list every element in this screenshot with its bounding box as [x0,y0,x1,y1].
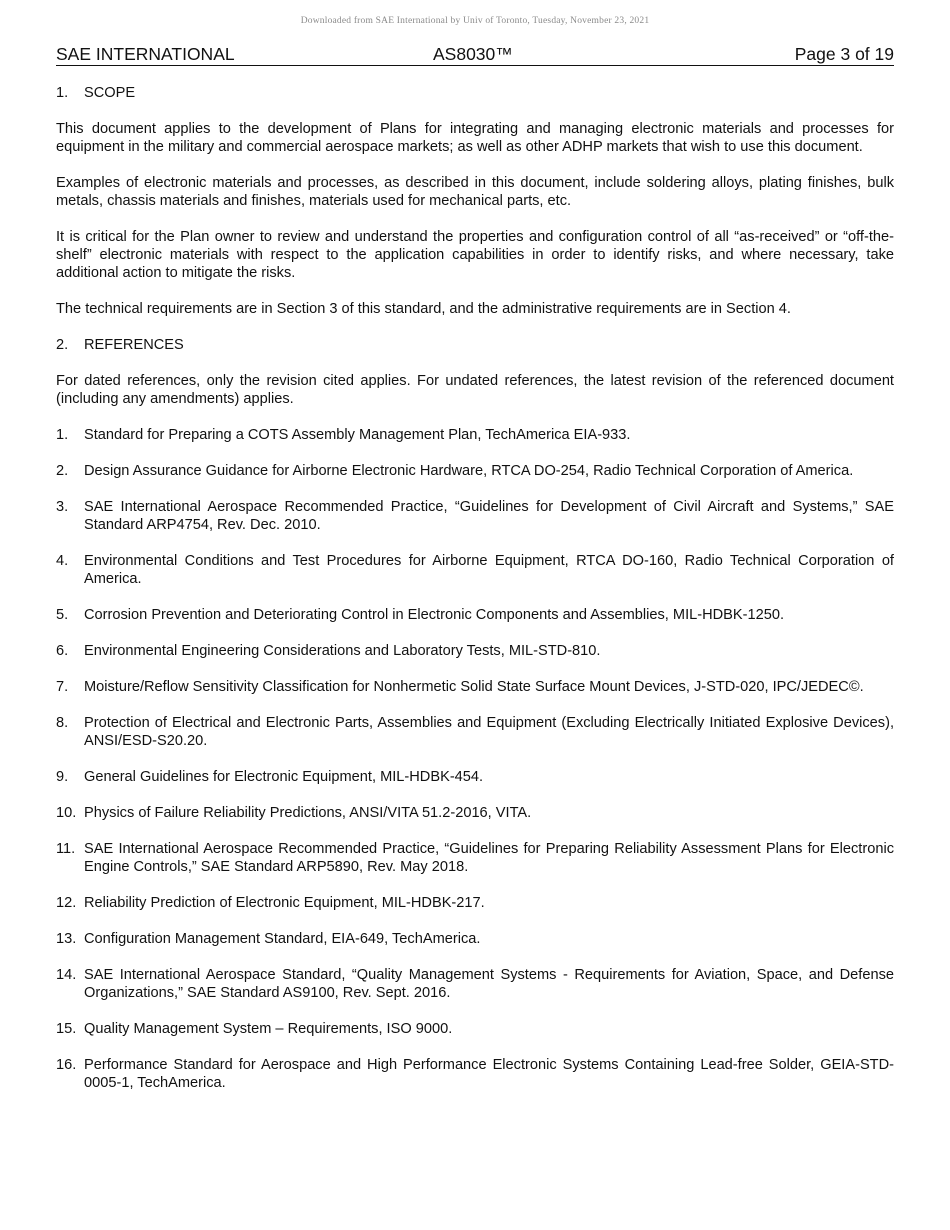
reference-number: 2. [56,463,69,479]
reference-item [56,840,894,876]
section-number: 2. [56,337,69,353]
reference-list [56,426,894,1092]
download-watermark: Downloaded from SAE International by Univ of Toronto, Tuesday, November 23, 2021 [300,16,650,26]
paragraph: Examples of electronic materials and processes, as described in this document, include soldering alloys, plating finishes, bulk metals, chassis materials and finishes, materials used for mechanical parts, etc. [56,175,894,209]
reference-item [56,1056,894,1092]
reference-item [56,462,894,480]
reference-text: Environmental Conditions and Test Procedures for Airborne Equipment, RTCA DO-160, Radio Technical Corporation of America. [84,553,894,587]
reference-number: 6. [56,643,69,659]
reference-number: 11. [56,841,76,857]
section-title: REFERENCES [84,337,184,353]
reference-number: 4. [56,553,69,569]
reference-item [56,930,894,948]
reference-text: SAE International Aerospace Recommended Practice, “Guidelines for Preparing Reliability Assessment Plans for Electronic Engine Controls,” SAE Standard ARP5890, Rev. May 2018. [84,841,894,875]
reference-item [56,966,894,1002]
page-header [56,44,894,66]
reference-text: Environmental Engineering Considerations and Laboratory Tests, MIL-STD-810. [84,643,601,659]
reference-text: Performance Standard for Aerospace and High Performance Electronic Systems Containing Lead-free Solder, GEIA-STD-0005-1, TechAmerica. [84,1057,894,1091]
paragraph: The technical requirements are in Section 3 of this standard, and the administrative requirements are in Section 4. [56,301,791,317]
reference-item [56,1020,894,1038]
section-heading-references [56,336,894,354]
reference-text: Physics of Failure Reliability Predictions, ANSI/VITA 51.2-2016, VITA. [84,805,532,821]
section-title: SCOPE [84,85,136,101]
paragraph: For dated references, only the revision cited applies. For undated references, the latest revision of the referenced document (including any amendments) applies. [56,373,894,407]
reference-item [56,714,894,750]
reference-item [56,768,894,786]
reference-item [56,804,894,822]
reference-text: General Guidelines for Electronic Equipment, MIL-HDBK-454. [84,769,484,785]
reference-item [56,894,894,912]
reference-number: 16. [56,1057,77,1073]
document-body [56,84,894,1110]
header-page-number: Page 3 of 19 [794,44,894,64]
header-document-number: AS8030™ [433,44,513,64]
reference-text: Reliability Prediction of Electronic Equipment, MIL-HDBK-217. [84,895,485,911]
reference-item [56,552,894,588]
reference-text: Configuration Management Standard, EIA-649, TechAmerica. [84,931,481,947]
reference-number: 3. [56,499,69,515]
reference-number: 1. [56,427,69,443]
reference-item [56,642,894,660]
reference-number: 15. [56,1021,77,1037]
reference-number: 10. [56,805,77,821]
reference-text: SAE International Aerospace Standard, “Quality Management Systems - Requirements for Aviation, Space, and Defense Organizations,” SAE Standard AS9100, Rev. Sept. 2016. [84,967,894,1001]
reference-text: Quality Management System – Requirements, ISO 9000. [84,1021,453,1037]
reference-number: 9. [56,769,69,785]
reference-text: Design Assurance Guidance for Airborne Electronic Hardware, RTCA DO-254, Radio Technical Corporation of America. [84,463,854,479]
reference-text: Standard for Preparing a COTS Assembly Management Plan, TechAmerica EIA-933. [84,427,631,443]
header-organization: SAE INTERNATIONAL [56,44,235,64]
paragraph: It is critical for the Plan owner to review and understand the properties and configuration control of all “as-received” or “off-the-shelf” electronic materials with respect to the application capabilities in order to identify risks, and where necessary, take additional action to mitigate the risks. [56,229,894,281]
reference-number: 13. [56,931,77,947]
reference-item [56,426,894,444]
reference-number: 5. [56,607,69,623]
section-number: 1. [56,85,69,101]
reference-text: Corrosion Prevention and Deteriorating Control in Electronic Components and Assemblies, MIL-HDBK-1250. [84,607,785,623]
reference-item [56,498,894,534]
reference-number: 14. [56,967,77,983]
reference-text: SAE International Aerospace Recommended Practice, “Guidelines for Development of Civil Aircraft and Systems,” SAE Standard ARP4754, Rev. Dec. 2010. [84,499,894,533]
reference-item [56,678,894,696]
reference-text: Protection of Electrical and Electronic Parts, Assemblies and Equipment (Excluding Electrically Initiated Explosive Devices), ANSI/ESD-S20.20. [84,715,894,749]
reference-number: 7. [56,679,69,695]
paragraph: This document applies to the development of Plans for integrating and managing electronic materials and processes for equipment in the military and commercial aerospace markets; as well as other ADHP markets that wish to use this document. [56,121,894,155]
reference-number: 12. [56,895,77,911]
section-heading-scope [56,84,894,102]
reference-item [56,606,894,624]
reference-number: 8. [56,715,69,731]
reference-text: Moisture/Reflow Sensitivity Classification for Nonhermetic Solid State Surface Mount Devices, J-STD-020, IPC/JEDEC©. [84,679,864,695]
